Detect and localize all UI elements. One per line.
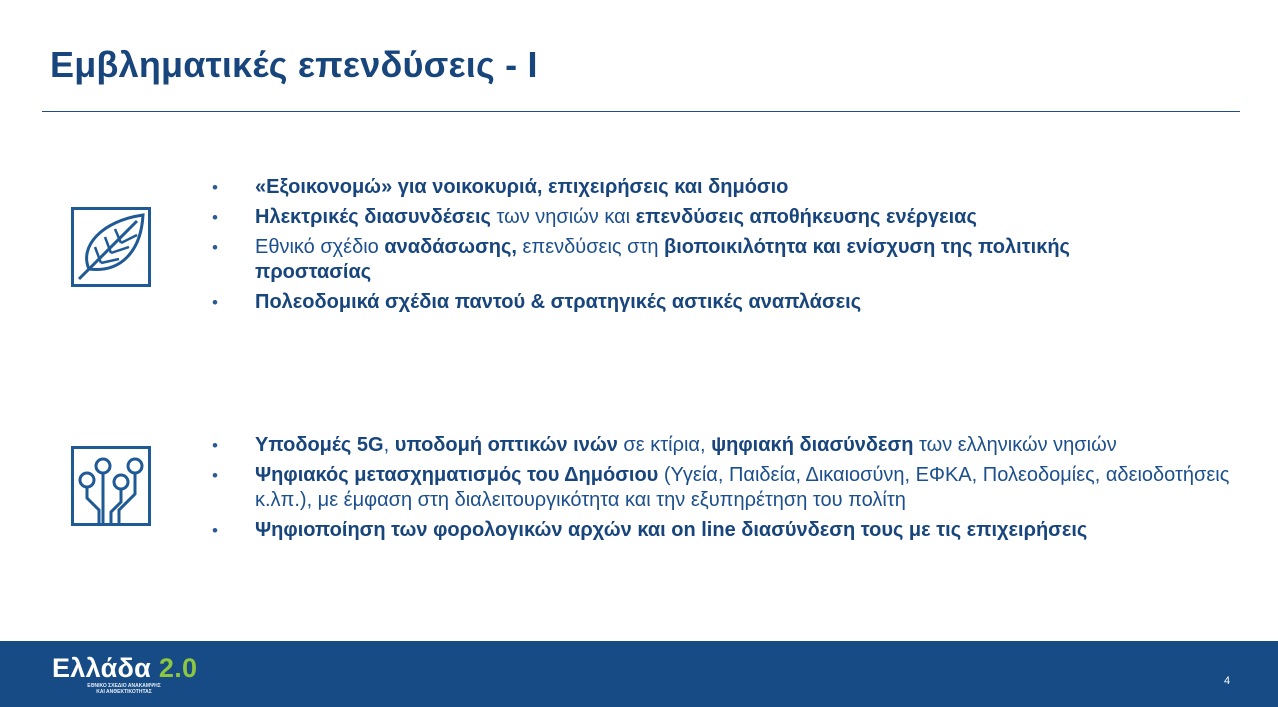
bullet-text-run: επενδύσεις στη bbox=[516, 236, 665, 258]
bullet-text-run: Υποδομές 5G bbox=[255, 434, 384, 456]
bullet-text-run: Πολεοδομικά σχέδια παντού & στρατηγικές αστικές αναπλάσεις bbox=[255, 291, 862, 313]
greece-2-0-logo bbox=[52, 653, 204, 695]
logo-subtitle-2: ΚΑΙ ΑΝΘΕΚΤΙΚΟΤΗΤΑΣ bbox=[96, 689, 152, 695]
circuit-icon bbox=[71, 446, 151, 526]
bullet-text-run: σε κτίρια, bbox=[617, 434, 712, 456]
page-number: 4 bbox=[1224, 675, 1231, 687]
bullet-text-run: υποδομή οπτικών ινών bbox=[394, 434, 618, 456]
bullet-text-run: αναδάσωσης, bbox=[384, 236, 517, 258]
slide-title: Εμβληματικές επενδύσεις - Ι bbox=[50, 44, 538, 85]
bullet-item bbox=[210, 518, 1240, 543]
bullet-text-run: επενδύσεις αποθήκευσης ενέργειας bbox=[635, 206, 977, 228]
bullet-item bbox=[210, 463, 1240, 513]
bullet-text-run: Εθνικό σχέδιο bbox=[255, 236, 385, 258]
bullet-text-run: , bbox=[383, 434, 395, 456]
bullet-text-run: Ηλεκτρικές διασυνδέσεις bbox=[255, 206, 491, 228]
bullet-text-run: των νησιών και bbox=[490, 206, 636, 228]
logo-word: Ελλάδα bbox=[52, 653, 152, 683]
logo-version: 2.0 bbox=[158, 653, 198, 683]
bullet-text-run: «Εξοικονομώ» για νοικοκυριά, επιχειρήσεις και δημόσιο bbox=[255, 176, 789, 198]
bullet-text-run: Ψηφιοποίηση των φορολογικών αρχών και on line διασύνδεση τους με τις επιχειρήσεις bbox=[255, 519, 1088, 541]
bullet-text-run: ψηφιακή διασύνδεση bbox=[711, 434, 914, 456]
logo-wordmark bbox=[52, 653, 204, 683]
bullet-text-run: βιοποικιλότητα και ενίσχυση της πολιτικής προστασίας bbox=[255, 236, 1070, 283]
leaf-icon bbox=[71, 207, 151, 287]
bullet-item bbox=[210, 175, 1190, 200]
bullet-item bbox=[210, 433, 1240, 458]
bullet-item bbox=[210, 205, 1190, 230]
bullet-text-run: (Υγεία, Παιδεία, Δικαιοσύνη, ΕΦΚΑ, Πολεοδομίες, αδειοδοτήσεις κ.λπ.), με έμφαση στη διαλειτουργικότητα και την εξυπηρέτηση του πολίτη bbox=[255, 464, 1230, 511]
bullet-item bbox=[210, 235, 1190, 285]
logo-subtitle-1: ΕΘΝΙΚΟ ΣΧΕΔΙΟ ΑΝΑΚΑΜΨΗΣ bbox=[87, 683, 161, 689]
bullet-text-run: των ελληνικών νησιών bbox=[913, 434, 1117, 456]
bullet-item bbox=[210, 290, 1190, 315]
bullet-text-run: Ψηφιακός μετασχηματισμός του Δημόσιου bbox=[255, 464, 659, 486]
title-divider bbox=[42, 111, 1240, 112]
bullet-list-digital bbox=[210, 433, 1240, 548]
bullet-list-energy bbox=[210, 175, 1190, 320]
